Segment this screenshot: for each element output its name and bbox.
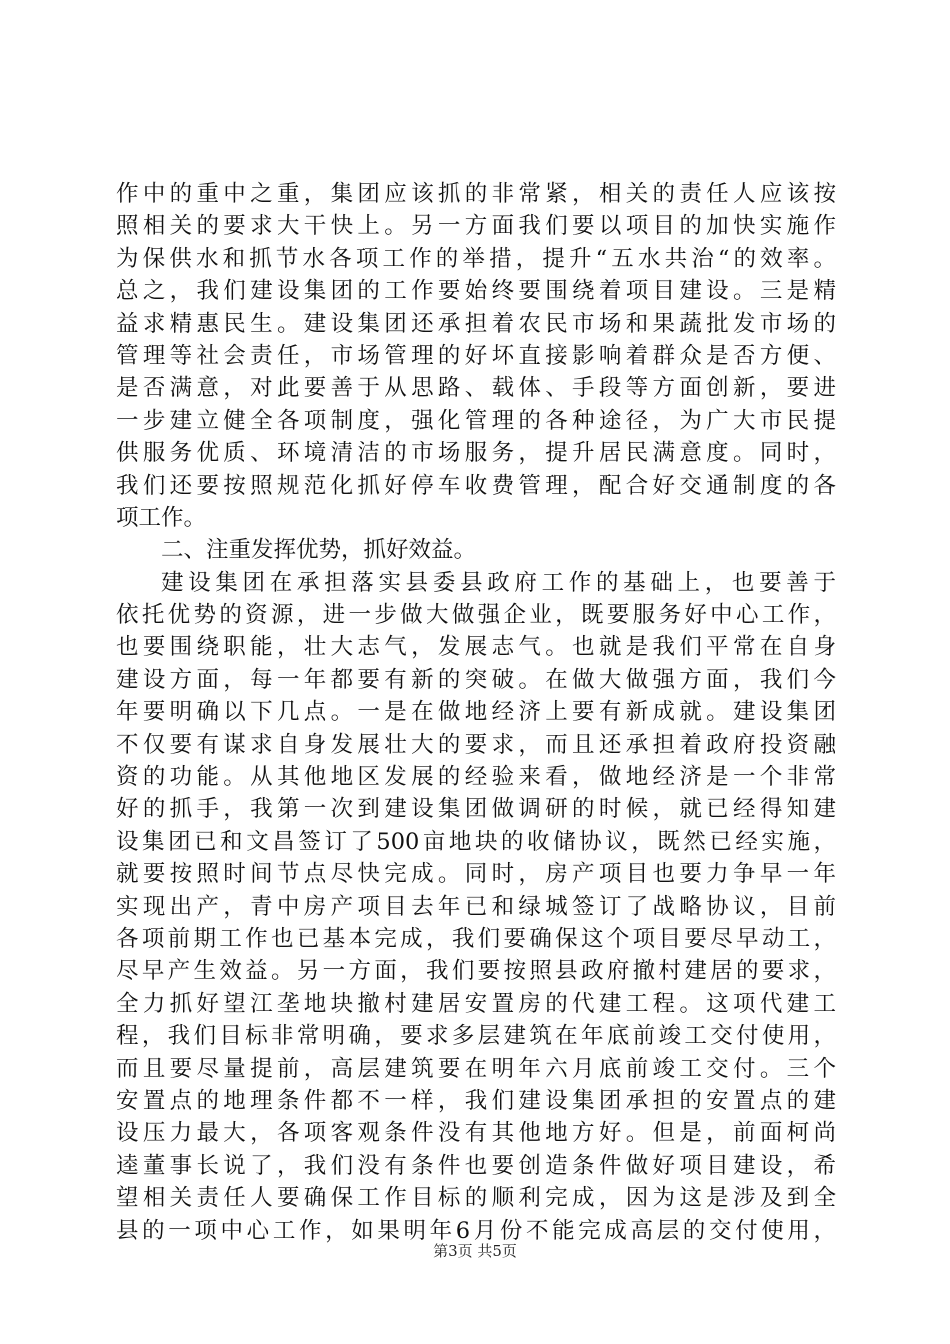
text-line: 资的功能。从其他地区发展的经验来看，做地经济是一个非常 xyxy=(116,764,836,791)
text-line: 尽早产生效益。另一方面，我们要按照县政府撤村建居的要求， xyxy=(116,958,836,985)
text-line: 好的抓手，我第一次到建设集团做调研的时候，就已经得知建 xyxy=(116,796,836,823)
text-line: 我们还要按照规范化抓好停车收费管理，配合好交通制度的各 xyxy=(116,472,836,499)
text-line: 也要围绕职能，壮大志气，发展志气。也就是我们平常在自身 xyxy=(116,634,836,661)
text-line: 益求精惠民生。建设集团还承担着农民市场和果蔬批发市场的 xyxy=(116,310,836,337)
text-line: 总之，我们建设集团的工作要始终要围绕着项目建设。三是精 xyxy=(116,278,836,305)
text-line: 安置点的地理条件都不一样，我们建设集团承担的安置点的建 xyxy=(116,1087,836,1114)
text-line: 设压力最大，各项客观条件没有其他地方好。但是，前面柯尚 xyxy=(116,1120,836,1147)
text-line: 供服务优质、环境清洁的市场服务，提升居民满意度。同时， xyxy=(116,440,836,467)
body-text xyxy=(116,178,836,1247)
text-line: 就要按照时间节点尽快完成。同时，房产项目也要力争早一年 xyxy=(116,861,836,888)
text-line: 不仅要有谋求自身发展壮大的要求，而且还承担着政府投资融 xyxy=(116,731,836,758)
text-line: 为保供水和抓节水各项工作的举措，提升“五水共治“的效率。 xyxy=(116,245,836,272)
text-line: 照相关的要求大干快上。另一方面我们要以项目的加快实施作 xyxy=(116,213,836,240)
text-line: 望相关责任人要确保工作目标的顺利完成，因为这是涉及到全 xyxy=(116,1185,836,1212)
text-line: 县的一项中心工作，如果明年6月份不能完成高层的交付使用， xyxy=(116,1217,836,1244)
text-line: 程，我们目标非常明确，要求多层建筑在年底前竣工交付使用， xyxy=(116,1023,836,1050)
text-line: 年要明确以下几点。一是在做地经济上要有新成就。建设集团 xyxy=(116,699,836,726)
text-line: 一步建立健全各项制度，强化管理的各种途径，为广大市民提 xyxy=(116,407,836,434)
text-line: 是否满意，对此要善于从思路、载体、手段等方面创新，要进 xyxy=(116,375,836,402)
text-line: 建设方面，每一年都要有新的突破。在做大做强方面，我们今 xyxy=(116,666,836,693)
text-line: 各项前期工作也已基本完成，我们要确保这个项目要尽早动工， xyxy=(116,925,836,952)
text-line: 实现出产，青中房产项目去年已和绿城签订了战略协议，目前 xyxy=(116,893,836,920)
text-line: 逵董事长说了，我们没有条件也要创造条件做好项目建设，希 xyxy=(116,1152,836,1179)
paragraph-first-line: 建设集团在承担落实县委县政府工作的基础上，也要善于 xyxy=(161,569,836,596)
text-line: 设集团已和文昌签订了500亩地块的收储协议，既然已经实施， xyxy=(116,828,836,855)
text-line: 管理等社会责任，市场管理的好坏直接影响着群众是否方便、 xyxy=(116,342,836,369)
text-line: 依托优势的资源，进一步做大做强企业，既要服务好中心工作， xyxy=(116,602,836,629)
text-line: 全力抓好望江垄地块撤村建居安置房的代建工程。这项代建工 xyxy=(116,990,836,1017)
text-line: 而且要尽量提前，高层建筑要在明年六月底前竣工交付。三个 xyxy=(116,1055,836,1082)
section-heading: 二、注重发挥优势，抓好效益。 xyxy=(161,537,477,564)
paragraph-end-line: 项工作。 xyxy=(116,504,207,531)
page-number-footer: 第3页 共5页 xyxy=(433,1242,517,1260)
text-line: 作中的重中之重，集团应该抓的非常紧，相关的责任人应该按 xyxy=(116,181,836,207)
